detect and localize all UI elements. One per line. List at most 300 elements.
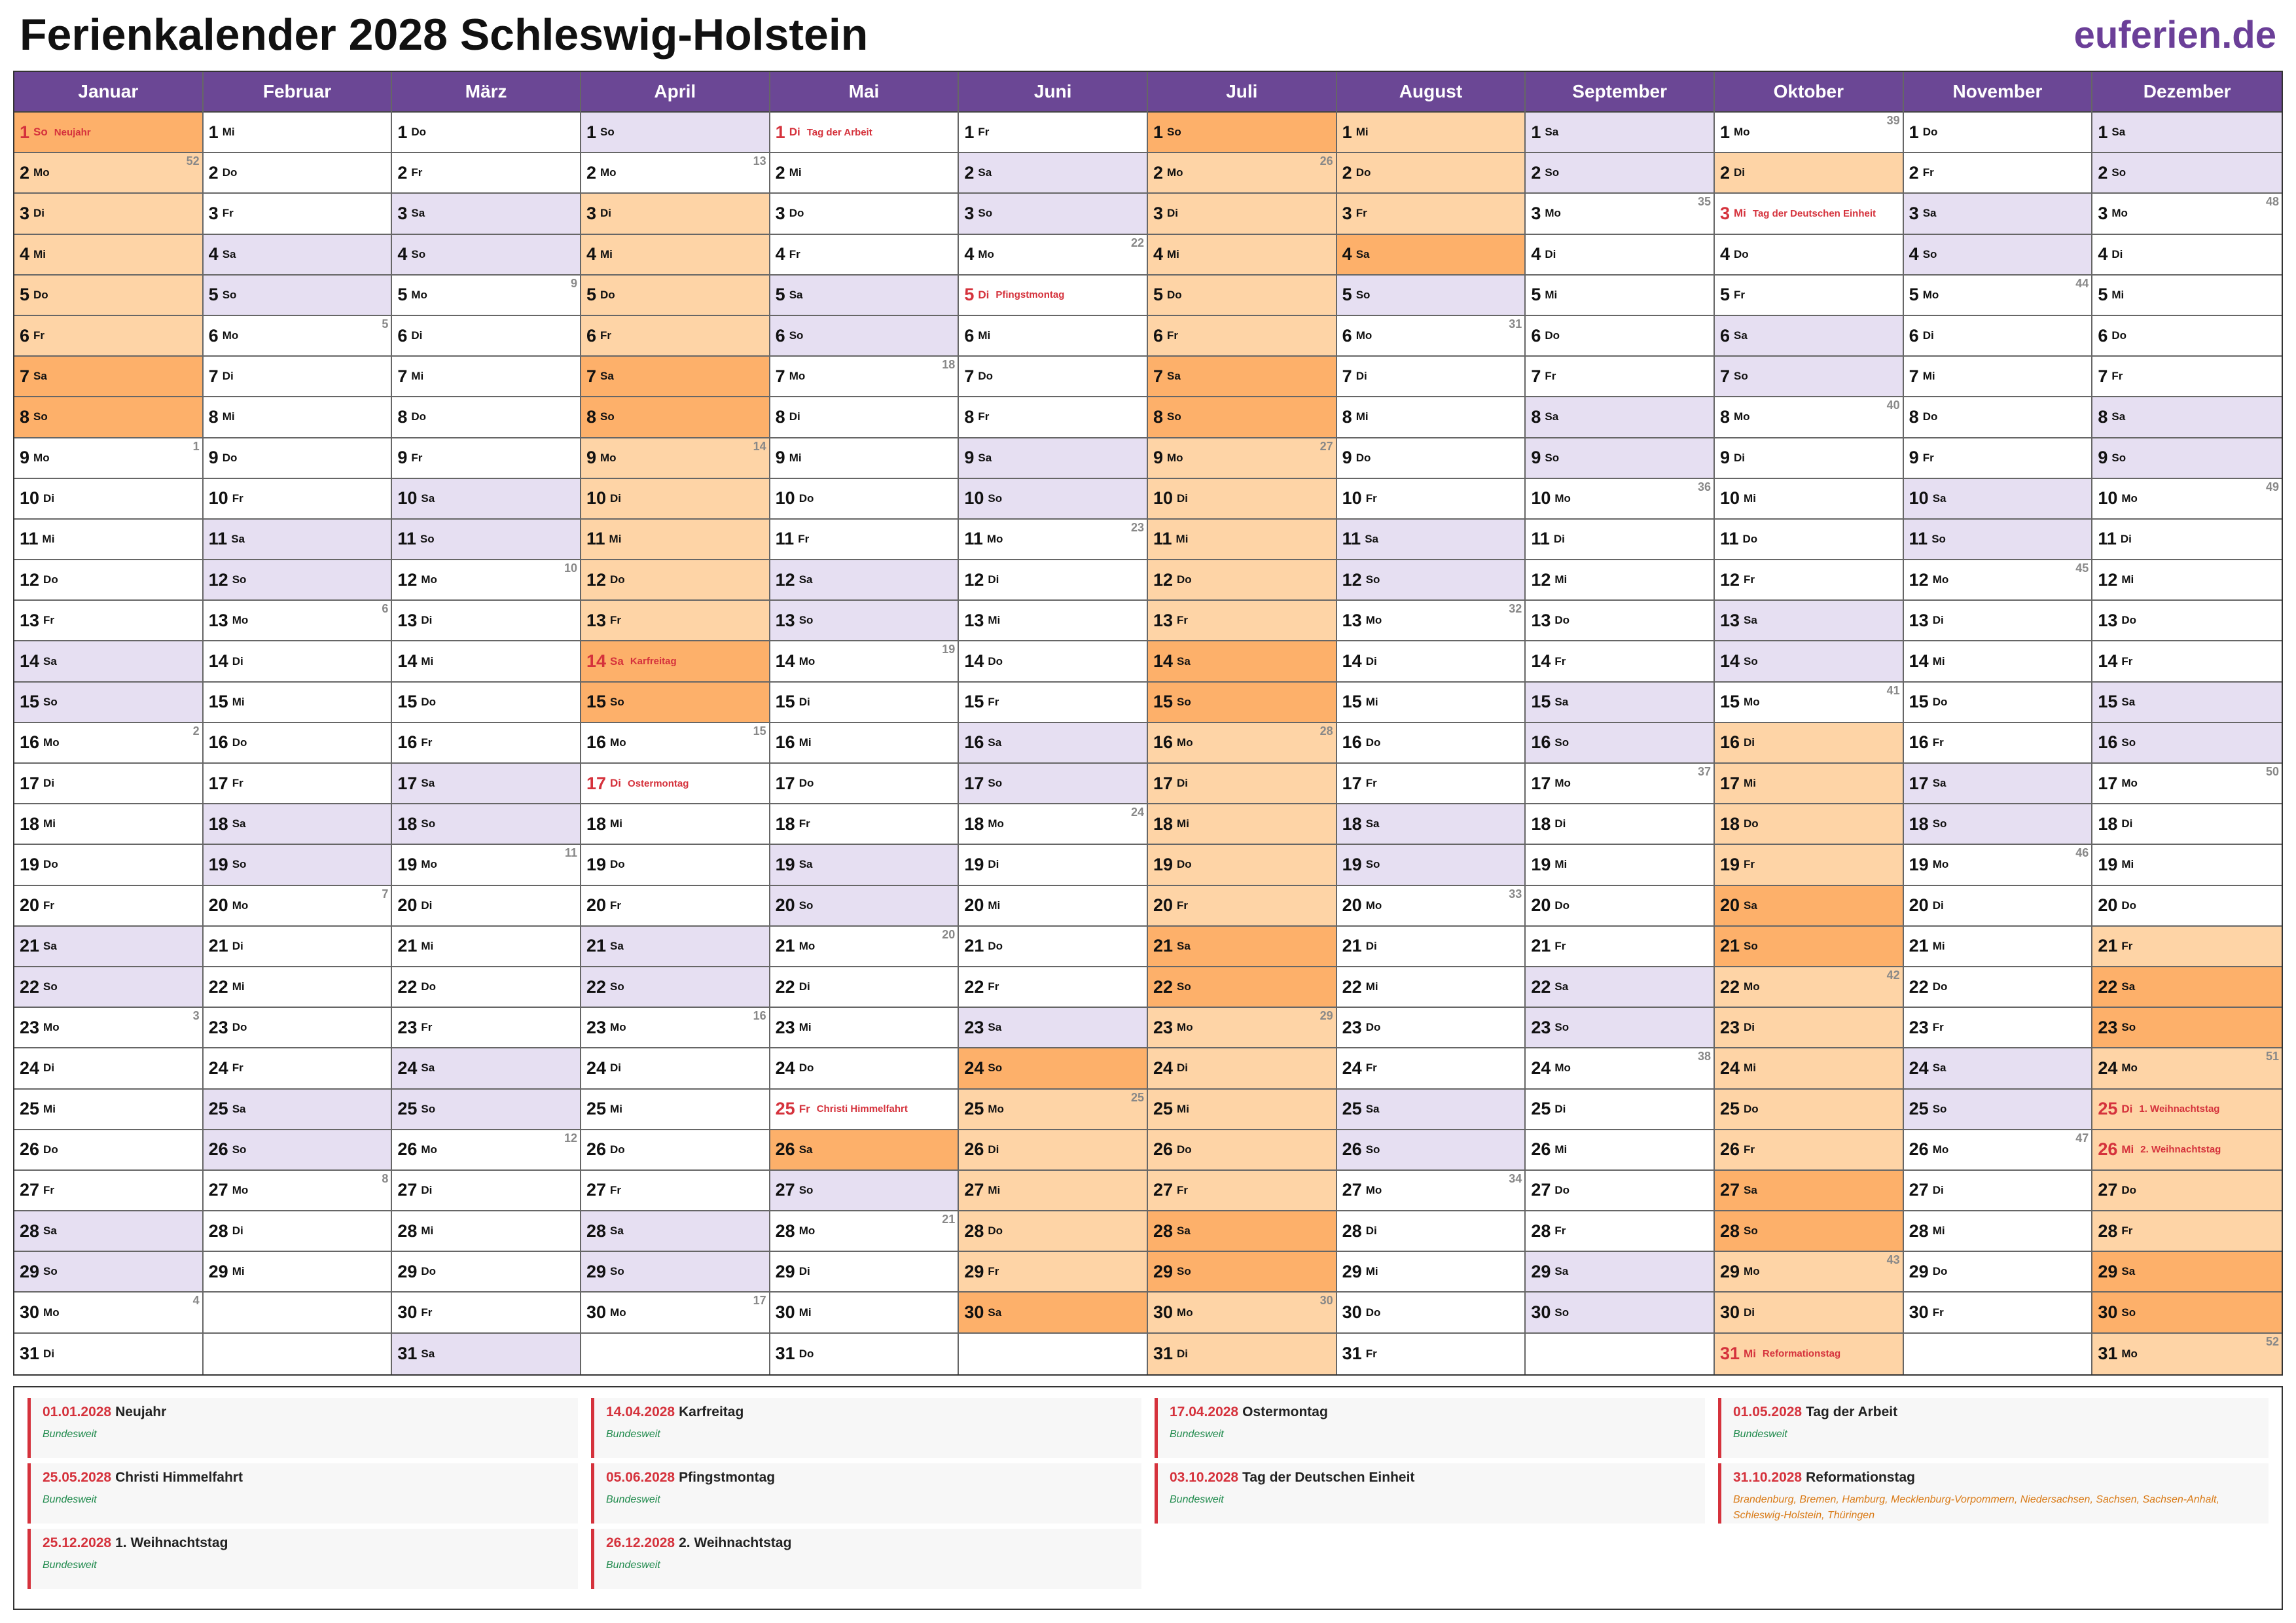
- day-cell[interactable]: [1148, 560, 1336, 601]
- day-cell[interactable]: [1904, 723, 2092, 764]
- day-cell[interactable]: [14, 438, 202, 479]
- day-cell[interactable]: [1904, 1252, 2092, 1293]
- day-cell[interactable]: [14, 194, 202, 234]
- day-cell[interactable]: [14, 1293, 202, 1333]
- day-cell[interactable]: [1715, 113, 1903, 153]
- day-cell[interactable]: [14, 1171, 202, 1211]
- day-cell[interactable]: [581, 1252, 769, 1293]
- day-cell[interactable]: [581, 1048, 769, 1089]
- day-cell[interactable]: [770, 1252, 958, 1293]
- day-cell[interactable]: [1337, 967, 1525, 1008]
- day-cell[interactable]: [14, 723, 202, 764]
- day-cell[interactable]: [204, 357, 391, 397]
- day-cell[interactable]: [770, 1171, 958, 1211]
- day-cell[interactable]: [2092, 397, 2282, 438]
- day-cell[interactable]: [581, 886, 769, 927]
- day-cell[interactable]: [1526, 927, 1713, 967]
- day-cell[interactable]: [204, 1048, 391, 1089]
- day-cell[interactable]: [770, 397, 958, 438]
- day-cell[interactable]: [14, 357, 202, 397]
- day-cell[interactable]: [1715, 316, 1903, 357]
- day-cell[interactable]: [392, 845, 580, 885]
- day-cell[interactable]: [770, 886, 958, 927]
- day-cell[interactable]: [1337, 683, 1525, 723]
- day-cell[interactable]: [1715, 276, 1903, 316]
- day-cell[interactable]: [1337, 153, 1525, 194]
- day-cell[interactable]: [959, 641, 1147, 682]
- day-cell[interactable]: [770, 845, 958, 885]
- day-cell[interactable]: [204, 316, 391, 357]
- day-cell[interactable]: [14, 764, 202, 804]
- day-cell[interactable]: [392, 1252, 580, 1293]
- day-cell[interactable]: [959, 438, 1147, 479]
- day-cell[interactable]: [1715, 153, 1903, 194]
- day-cell[interactable]: [1526, 723, 1713, 764]
- day-cell[interactable]: [2092, 641, 2282, 682]
- day-cell[interactable]: [1148, 886, 1336, 927]
- day-cell[interactable]: [204, 1252, 391, 1293]
- day-cell[interactable]: [1337, 479, 1525, 520]
- day-cell[interactable]: [959, 276, 1147, 316]
- day-cell[interactable]: [1526, 397, 1713, 438]
- day-cell[interactable]: [14, 641, 202, 682]
- day-cell[interactable]: [204, 1090, 391, 1130]
- day-cell[interactable]: [770, 683, 958, 723]
- day-cell[interactable]: [2092, 194, 2282, 234]
- day-cell[interactable]: [1526, 683, 1713, 723]
- day-cell[interactable]: [1715, 194, 1903, 234]
- day-cell[interactable]: [392, 927, 580, 967]
- day-cell[interactable]: [581, 276, 769, 316]
- day-cell[interactable]: [392, 276, 580, 316]
- day-cell[interactable]: [959, 804, 1147, 845]
- day-cell[interactable]: [959, 1090, 1147, 1130]
- day-cell[interactable]: [2092, 520, 2282, 560]
- day-cell[interactable]: [392, 113, 580, 153]
- day-cell[interactable]: [1526, 438, 1713, 479]
- day-cell[interactable]: [1715, 845, 1903, 885]
- day-cell[interactable]: [581, 927, 769, 967]
- day-cell[interactable]: [14, 683, 202, 723]
- day-cell[interactable]: [204, 641, 391, 682]
- day-cell[interactable]: [1337, 357, 1525, 397]
- day-cell[interactable]: [2092, 357, 2282, 397]
- day-cell[interactable]: [1904, 1130, 2092, 1171]
- day-cell[interactable]: [959, 560, 1147, 601]
- day-cell[interactable]: [14, 560, 202, 601]
- day-cell[interactable]: [14, 520, 202, 560]
- day-cell[interactable]: [1337, 194, 1525, 234]
- day-cell[interactable]: [1526, 1090, 1713, 1130]
- day-cell[interactable]: [392, 886, 580, 927]
- day-cell[interactable]: [2092, 1293, 2282, 1333]
- day-cell[interactable]: [204, 764, 391, 804]
- day-cell[interactable]: [2092, 560, 2282, 601]
- day-cell[interactable]: [959, 520, 1147, 560]
- day-cell[interactable]: [581, 438, 769, 479]
- day-cell[interactable]: [1715, 397, 1903, 438]
- day-cell[interactable]: [1148, 1334, 1336, 1374]
- day-cell[interactable]: [581, 683, 769, 723]
- day-cell[interactable]: [1337, 764, 1525, 804]
- day-cell[interactable]: [1715, 438, 1903, 479]
- day-cell[interactable]: [1148, 153, 1336, 194]
- day-cell[interactable]: [1148, 1252, 1336, 1293]
- day-cell[interactable]: [1904, 886, 2092, 927]
- day-cell[interactable]: [392, 601, 580, 641]
- day-cell[interactable]: [1337, 1171, 1525, 1211]
- day-cell[interactable]: [959, 235, 1147, 276]
- day-cell[interactable]: [1526, 153, 1713, 194]
- day-cell[interactable]: [1526, 764, 1713, 804]
- day-cell[interactable]: [1526, 1211, 1713, 1252]
- day-cell[interactable]: [1715, 560, 1903, 601]
- day-cell[interactable]: [1904, 357, 2092, 397]
- day-cell[interactable]: [770, 1130, 958, 1171]
- day-cell[interactable]: [959, 683, 1147, 723]
- day-cell[interactable]: [1337, 520, 1525, 560]
- day-cell[interactable]: [1904, 276, 2092, 316]
- day-cell[interactable]: [770, 113, 958, 153]
- day-cell[interactable]: [392, 1211, 580, 1252]
- day-cell[interactable]: [1148, 357, 1336, 397]
- day-cell[interactable]: [1715, 1048, 1903, 1089]
- day-cell[interactable]: [204, 886, 391, 927]
- day-cell[interactable]: [14, 153, 202, 194]
- day-cell[interactable]: [770, 804, 958, 845]
- day-cell[interactable]: [770, 520, 958, 560]
- day-cell[interactable]: [1337, 438, 1525, 479]
- day-cell[interactable]: [392, 235, 580, 276]
- day-cell[interactable]: [392, 641, 580, 682]
- day-cell[interactable]: [392, 479, 580, 520]
- day-cell[interactable]: [392, 1293, 580, 1333]
- day-cell[interactable]: [204, 520, 391, 560]
- day-cell[interactable]: [392, 723, 580, 764]
- day-cell[interactable]: [1526, 479, 1713, 520]
- day-cell[interactable]: [959, 1211, 1147, 1252]
- day-cell[interactable]: [204, 479, 391, 520]
- day-cell[interactable]: [14, 397, 202, 438]
- day-cell[interactable]: [1526, 804, 1713, 845]
- day-cell[interactable]: [204, 1130, 391, 1171]
- day-cell[interactable]: [204, 927, 391, 967]
- day-cell[interactable]: [1526, 1008, 1713, 1048]
- day-cell[interactable]: [392, 683, 580, 723]
- day-cell[interactable]: [1715, 357, 1903, 397]
- day-cell[interactable]: [1337, 1090, 1525, 1130]
- day-cell[interactable]: [1148, 194, 1336, 234]
- day-cell[interactable]: [204, 560, 391, 601]
- day-cell[interactable]: [2092, 804, 2282, 845]
- day-cell[interactable]: [1526, 316, 1713, 357]
- day-cell[interactable]: [770, 316, 958, 357]
- day-cell[interactable]: [1526, 194, 1713, 234]
- day-cell[interactable]: [14, 601, 202, 641]
- day-cell[interactable]: [581, 764, 769, 804]
- day-cell[interactable]: [1337, 1293, 1525, 1333]
- day-cell[interactable]: [959, 1293, 1147, 1333]
- day-cell[interactable]: [581, 560, 769, 601]
- day-cell[interactable]: [14, 113, 202, 153]
- day-cell[interactable]: [2092, 845, 2282, 885]
- day-cell[interactable]: [1715, 601, 1903, 641]
- day-cell[interactable]: [581, 357, 769, 397]
- day-cell[interactable]: [770, 641, 958, 682]
- day-cell[interactable]: [1148, 397, 1336, 438]
- day-cell[interactable]: [770, 276, 958, 316]
- day-cell[interactable]: [770, 194, 958, 234]
- day-cell[interactable]: [581, 153, 769, 194]
- day-cell[interactable]: [2092, 1008, 2282, 1048]
- day-cell[interactable]: [1148, 641, 1336, 682]
- day-cell[interactable]: [581, 194, 769, 234]
- day-cell[interactable]: [1526, 845, 1713, 885]
- day-cell[interactable]: [1526, 1171, 1713, 1211]
- day-cell[interactable]: [1904, 113, 2092, 153]
- day-cell[interactable]: [204, 1171, 391, 1211]
- day-cell[interactable]: [1715, 1008, 1903, 1048]
- day-cell[interactable]: [1526, 520, 1713, 560]
- day-cell[interactable]: [581, 967, 769, 1008]
- day-cell[interactable]: [392, 357, 580, 397]
- day-cell[interactable]: [1904, 560, 2092, 601]
- day-cell[interactable]: [2092, 235, 2282, 276]
- day-cell[interactable]: [1337, 560, 1525, 601]
- day-cell[interactable]: [770, 1211, 958, 1252]
- day-cell[interactable]: [1337, 845, 1525, 885]
- day-cell[interactable]: [1715, 479, 1903, 520]
- day-cell[interactable]: [1715, 927, 1903, 967]
- day-cell[interactable]: [770, 357, 958, 397]
- day-cell[interactable]: [770, 1334, 958, 1374]
- day-cell[interactable]: [1148, 723, 1336, 764]
- day-cell[interactable]: [581, 316, 769, 357]
- day-cell[interactable]: [770, 560, 958, 601]
- day-cell[interactable]: [581, 723, 769, 764]
- day-cell[interactable]: [2092, 1334, 2282, 1374]
- day-cell[interactable]: [204, 967, 391, 1008]
- day-cell[interactable]: [204, 438, 391, 479]
- day-cell[interactable]: [1337, 1334, 1525, 1374]
- day-cell[interactable]: [14, 1090, 202, 1130]
- day-cell[interactable]: [1148, 1048, 1336, 1089]
- day-cell[interactable]: [2092, 723, 2282, 764]
- day-cell[interactable]: [959, 723, 1147, 764]
- day-cell[interactable]: [14, 1211, 202, 1252]
- day-cell[interactable]: [1148, 113, 1336, 153]
- day-cell[interactable]: [1715, 641, 1903, 682]
- day-cell[interactable]: [14, 479, 202, 520]
- day-cell[interactable]: [581, 1008, 769, 1048]
- day-cell[interactable]: [581, 479, 769, 520]
- day-cell[interactable]: [1904, 601, 2092, 641]
- day-cell[interactable]: [1526, 357, 1713, 397]
- day-cell[interactable]: [770, 479, 958, 520]
- day-cell[interactable]: [959, 113, 1147, 153]
- day-cell[interactable]: [392, 1008, 580, 1048]
- day-cell[interactable]: [581, 1211, 769, 1252]
- day-cell[interactable]: [581, 1171, 769, 1211]
- day-cell[interactable]: [1148, 1008, 1336, 1048]
- day-cell[interactable]: [392, 316, 580, 357]
- day-cell[interactable]: [1904, 967, 2092, 1008]
- day-cell[interactable]: [770, 1048, 958, 1089]
- day-cell[interactable]: [770, 235, 958, 276]
- day-cell[interactable]: [204, 397, 391, 438]
- day-cell[interactable]: [2092, 764, 2282, 804]
- day-cell[interactable]: [1904, 397, 2092, 438]
- day-cell[interactable]: [1526, 235, 1713, 276]
- day-cell[interactable]: [1904, 153, 2092, 194]
- day-cell[interactable]: [1337, 1048, 1525, 1089]
- day-cell[interactable]: [2092, 927, 2282, 967]
- day-cell[interactable]: [1904, 1090, 2092, 1130]
- day-cell[interactable]: [1526, 1048, 1713, 1089]
- day-cell[interactable]: [204, 153, 391, 194]
- day-cell[interactable]: [392, 967, 580, 1008]
- day-cell[interactable]: [204, 276, 391, 316]
- day-cell[interactable]: [1337, 316, 1525, 357]
- day-cell[interactable]: [2092, 153, 2282, 194]
- day-cell[interactable]: [1904, 641, 2092, 682]
- day-cell[interactable]: [1715, 1252, 1903, 1293]
- day-cell[interactable]: [959, 194, 1147, 234]
- day-cell[interactable]: [581, 1130, 769, 1171]
- day-cell[interactable]: [204, 1211, 391, 1252]
- day-cell[interactable]: [1337, 601, 1525, 641]
- day-cell[interactable]: [392, 1171, 580, 1211]
- day-cell[interactable]: [1904, 1211, 2092, 1252]
- day-cell[interactable]: [1715, 1130, 1903, 1171]
- day-cell[interactable]: [1148, 1090, 1336, 1130]
- day-cell[interactable]: [581, 520, 769, 560]
- day-cell[interactable]: [959, 1130, 1147, 1171]
- day-cell[interactable]: [959, 397, 1147, 438]
- day-cell[interactable]: [959, 845, 1147, 885]
- day-cell[interactable]: [2092, 1171, 2282, 1211]
- day-cell[interactable]: [1715, 520, 1903, 560]
- day-cell[interactable]: [392, 560, 580, 601]
- day-cell[interactable]: [14, 1252, 202, 1293]
- day-cell[interactable]: [392, 1334, 580, 1374]
- day-cell[interactable]: [1715, 804, 1903, 845]
- day-cell[interactable]: [1148, 1130, 1336, 1171]
- day-cell[interactable]: [392, 397, 580, 438]
- day-cell[interactable]: [2092, 1090, 2282, 1130]
- day-cell[interactable]: [1904, 1048, 2092, 1089]
- day-cell[interactable]: [1904, 764, 2092, 804]
- day-cell[interactable]: [581, 601, 769, 641]
- day-cell[interactable]: [1148, 764, 1336, 804]
- day-cell[interactable]: [959, 479, 1147, 520]
- day-cell[interactable]: [581, 804, 769, 845]
- day-cell[interactable]: [14, 1334, 202, 1374]
- day-cell[interactable]: [14, 1008, 202, 1048]
- day-cell[interactable]: [959, 967, 1147, 1008]
- day-cell[interactable]: [1148, 601, 1336, 641]
- day-cell[interactable]: [1526, 601, 1713, 641]
- day-cell[interactable]: [1904, 479, 2092, 520]
- day-cell[interactable]: [959, 316, 1147, 357]
- day-cell[interactable]: [2092, 1048, 2282, 1089]
- day-cell[interactable]: [770, 153, 958, 194]
- day-cell[interactable]: [1715, 886, 1903, 927]
- day-cell[interactable]: [959, 1252, 1147, 1293]
- day-cell[interactable]: [1904, 927, 2092, 967]
- day-cell[interactable]: [959, 357, 1147, 397]
- day-cell[interactable]: [1715, 1334, 1903, 1374]
- day-cell[interactable]: [1148, 683, 1336, 723]
- day-cell[interactable]: [1337, 723, 1525, 764]
- day-cell[interactable]: [14, 804, 202, 845]
- day-cell[interactable]: [1715, 1171, 1903, 1211]
- day-cell[interactable]: [1904, 438, 2092, 479]
- day-cell[interactable]: [1337, 235, 1525, 276]
- day-cell[interactable]: [770, 764, 958, 804]
- day-cell[interactable]: [204, 601, 391, 641]
- day-cell[interactable]: [581, 113, 769, 153]
- day-cell[interactable]: [581, 1090, 769, 1130]
- day-cell[interactable]: [2092, 316, 2282, 357]
- day-cell[interactable]: [204, 845, 391, 885]
- day-cell[interactable]: [1904, 316, 2092, 357]
- day-cell[interactable]: [1526, 1293, 1713, 1333]
- day-cell[interactable]: [1715, 683, 1903, 723]
- day-cell[interactable]: [959, 601, 1147, 641]
- day-cell[interactable]: [1715, 764, 1903, 804]
- day-cell[interactable]: [959, 927, 1147, 967]
- day-cell[interactable]: [14, 276, 202, 316]
- day-cell[interactable]: [1337, 276, 1525, 316]
- day-cell[interactable]: [1715, 1090, 1903, 1130]
- day-cell[interactable]: [392, 194, 580, 234]
- day-cell[interactable]: [1526, 967, 1713, 1008]
- day-cell[interactable]: [770, 967, 958, 1008]
- day-cell[interactable]: [1904, 683, 2092, 723]
- day-cell[interactable]: [14, 235, 202, 276]
- day-cell[interactable]: [1337, 1211, 1525, 1252]
- day-cell[interactable]: [14, 316, 202, 357]
- day-cell[interactable]: [770, 1008, 958, 1048]
- day-cell[interactable]: [1337, 927, 1525, 967]
- day-cell[interactable]: [1148, 438, 1336, 479]
- day-cell[interactable]: [204, 723, 391, 764]
- day-cell[interactable]: [770, 601, 958, 641]
- day-cell[interactable]: [392, 153, 580, 194]
- day-cell[interactable]: [1715, 1293, 1903, 1333]
- day-cell[interactable]: [1526, 641, 1713, 682]
- day-cell[interactable]: [2092, 886, 2282, 927]
- day-cell[interactable]: [581, 641, 769, 682]
- day-cell[interactable]: [959, 1048, 1147, 1089]
- day-cell[interactable]: [14, 886, 202, 927]
- day-cell[interactable]: [1904, 520, 2092, 560]
- day-cell[interactable]: [1904, 1008, 2092, 1048]
- day-cell[interactable]: [1904, 1293, 2092, 1333]
- day-cell[interactable]: [392, 1048, 580, 1089]
- day-cell[interactable]: [1904, 1171, 2092, 1211]
- day-cell[interactable]: [1337, 1252, 1525, 1293]
- day-cell[interactable]: [14, 927, 202, 967]
- day-cell[interactable]: [1148, 316, 1336, 357]
- day-cell[interactable]: [1904, 235, 2092, 276]
- day-cell[interactable]: [581, 397, 769, 438]
- day-cell[interactable]: [204, 235, 391, 276]
- day-cell[interactable]: [1526, 113, 1713, 153]
- day-cell[interactable]: [392, 438, 580, 479]
- day-cell[interactable]: [392, 1090, 580, 1130]
